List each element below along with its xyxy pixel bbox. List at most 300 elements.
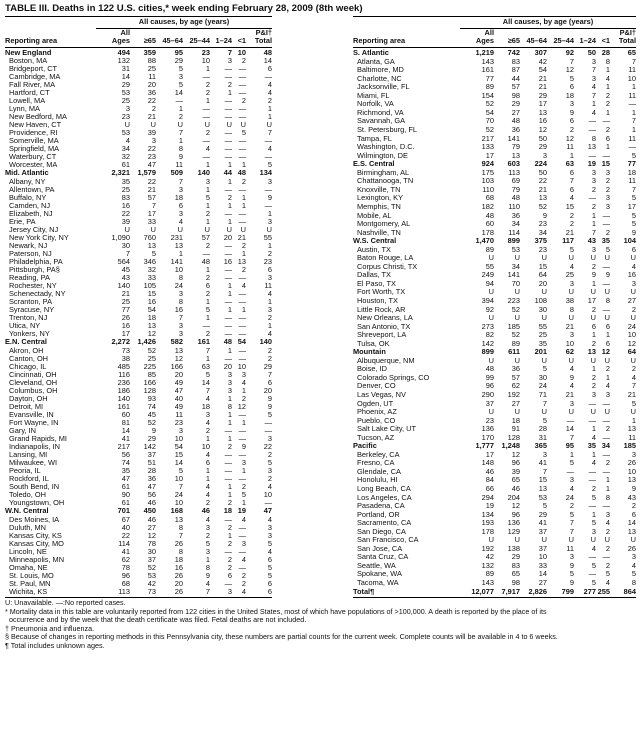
count-cell: 2 <box>569 211 574 220</box>
count-cell: 19 <box>485 501 494 511</box>
count-cell: 1 <box>631 83 636 92</box>
count-cell: 113 <box>118 587 130 596</box>
count-cell: 394 <box>481 296 494 305</box>
area-name: Baton Rouge, LA <box>357 253 414 263</box>
count-cell: — <box>238 563 246 572</box>
count-cell: 9 <box>569 373 574 382</box>
count-cell: 8 <box>631 578 636 588</box>
footnote-pi: † Pneumonia and influenza. <box>5 623 95 633</box>
count-cell: 47 <box>147 483 156 492</box>
count-cell: 3 <box>205 177 210 186</box>
footnote-legend: U: Unavailable. —:No reported cases. <box>5 597 126 607</box>
count-cell: 110 <box>482 185 494 194</box>
count-cell: 10 <box>174 435 183 444</box>
area-name: Tulsa, OK <box>357 339 390 348</box>
count-cell: 5 <box>631 211 636 220</box>
count-cell: 450 <box>143 507 156 516</box>
area-name: Fort Wayne, IN <box>9 418 59 427</box>
count-cell: 1 <box>227 346 232 355</box>
area-name: St. Paul, MN <box>9 579 51 588</box>
count-cell: 4 <box>205 483 210 492</box>
group-header: All causes, by age (years) <box>460 17 636 29</box>
city-row <box>5 411 272 419</box>
count-cell: U <box>150 121 156 130</box>
count-cell: 11 <box>628 91 636 100</box>
count-cell: 1 <box>205 97 210 106</box>
count-cell: 4 <box>205 418 210 427</box>
age-header: <1 <box>596 37 610 47</box>
area-name: Cambridge, MA <box>9 72 61 81</box>
count-cell: U <box>568 407 574 417</box>
count-cell: 4 <box>267 547 272 556</box>
city-row <box>353 194 636 203</box>
count-cell: 4 <box>267 80 272 89</box>
count-cell: U <box>226 225 232 234</box>
city-row <box>353 288 636 297</box>
count-cell: 307 <box>534 48 547 58</box>
count-cell: 1 <box>605 65 610 75</box>
count-cell: U <box>514 356 520 365</box>
count-cell: 46 <box>201 507 210 516</box>
count-cell: 7,917 <box>501 587 520 596</box>
count-cell: 5 <box>267 161 272 170</box>
count-cell: 52 <box>538 202 547 211</box>
count-cell: 3 <box>591 168 596 177</box>
count-cell: 4 <box>631 561 636 570</box>
city-row <box>353 297 636 306</box>
city-row <box>5 290 272 298</box>
city-row <box>353 271 636 280</box>
count-cell: 10 <box>237 362 246 371</box>
count-cell: — <box>238 89 246 98</box>
count-cell: 62 <box>565 348 574 357</box>
city-row <box>353 382 636 391</box>
count-cell: 11 <box>264 282 272 291</box>
count-cell: — <box>224 153 232 162</box>
count-cell: 15 <box>565 202 574 211</box>
count-cell: 864 <box>623 587 636 596</box>
count-cell: 2 <box>605 527 610 536</box>
count-cell: 11 <box>566 544 574 553</box>
count-cell: 61 <box>121 483 130 492</box>
area-name: Atlanta, GA <box>357 57 395 66</box>
area-name: Boston, MA <box>9 56 48 65</box>
count-cell: 1 <box>227 282 232 291</box>
count-cell: 3 <box>205 547 210 556</box>
count-cell: — <box>238 64 246 73</box>
count-cell: 26 <box>174 587 183 596</box>
area-name: Reading, PA <box>9 274 50 283</box>
city-row <box>353 553 636 562</box>
count-cell: 88 <box>147 56 156 65</box>
count-cell: — <box>238 274 246 283</box>
count-cell: 2 <box>605 100 610 109</box>
count-cell: 2 <box>205 531 210 540</box>
count-cell: 22 <box>263 443 272 452</box>
count-cell: 114 <box>118 539 130 548</box>
count-cell: 51 <box>147 459 156 468</box>
count-cell: 78 <box>121 563 130 572</box>
count-cell: 64 <box>627 348 636 357</box>
count-cell: 1 <box>631 416 636 425</box>
area-name: Denver, CO <box>357 382 396 391</box>
count-cell: 1 <box>227 394 232 403</box>
count-cell: 2 <box>205 330 210 339</box>
count-cell: 3 <box>267 217 272 226</box>
count-cell: 7 <box>631 382 636 391</box>
count-cell: 4 <box>205 394 210 403</box>
count-cell: — <box>238 209 246 218</box>
count-cell: 2 <box>569 219 574 229</box>
count-cell: 1 <box>205 475 210 484</box>
count-cell: 74 <box>121 459 130 468</box>
count-cell: 23 <box>538 245 547 254</box>
count-cell: — <box>224 274 232 283</box>
count-cell: 28 <box>147 467 156 476</box>
city-row <box>353 100 636 109</box>
count-cell: 9 <box>241 443 246 452</box>
count-cell: U <box>514 253 520 263</box>
region-row <box>5 507 272 515</box>
area-name: E.N. Central <box>5 338 47 347</box>
count-cell: — <box>238 217 246 226</box>
area-name: Norfolk, VA <box>357 100 394 109</box>
count-cell: 294 <box>481 493 494 502</box>
count-cell: 7 <box>569 433 574 442</box>
area-name: Honolulu, HI <box>357 476 398 485</box>
count-cell: 7 <box>569 177 574 186</box>
city-row <box>5 387 272 395</box>
count-cell: 7 <box>631 57 636 66</box>
area-name: Nashville, TN <box>357 228 401 237</box>
count-cell: 168 <box>170 507 183 516</box>
count-cell: 2 <box>267 249 272 258</box>
count-cell: 175 <box>481 168 494 177</box>
city-row <box>353 459 636 468</box>
count-cell: 5 <box>569 245 574 254</box>
count-cell: 9 <box>569 108 574 117</box>
count-cell: — <box>224 330 232 339</box>
count-cell: 31 <box>538 433 547 442</box>
city-row <box>353 109 636 118</box>
count-cell: 30 <box>538 305 547 314</box>
count-cell: 5 <box>178 64 183 73</box>
count-cell: 1 <box>227 531 232 540</box>
count-cell: 2 <box>605 185 610 194</box>
city-row <box>353 468 636 477</box>
count-cell: 31 <box>121 64 130 73</box>
count-cell: 71 <box>538 390 547 399</box>
count-cell: — <box>238 145 246 154</box>
count-cell: U <box>541 407 547 417</box>
count-cell: U <box>604 407 610 417</box>
count-cell: 799 <box>561 587 574 596</box>
count-cell: 1 <box>241 418 246 427</box>
count-cell: 2 <box>591 262 596 271</box>
area-name: Waterbury, CT <box>9 153 57 162</box>
city-row <box>353 57 636 66</box>
count-cell: 4 <box>267 145 272 154</box>
city-row <box>5 532 272 540</box>
count-cell: U <box>177 121 183 130</box>
count-cell: 73 <box>121 346 130 355</box>
count-cell: 15 <box>147 290 156 299</box>
count-cell: 52 <box>485 100 494 109</box>
count-cell: 9 <box>631 484 636 493</box>
table-columns <box>5 16 636 598</box>
count-cell: 1 <box>591 450 596 459</box>
area-name: Miami, FL <box>357 91 390 100</box>
count-cell: — <box>238 314 246 323</box>
area-name: Providence, RI <box>9 129 58 138</box>
count-cell: 3 <box>227 386 232 395</box>
count-cell: 16 <box>174 306 183 315</box>
count-cell: 18 <box>174 555 183 564</box>
count-cell: 36 <box>511 211 520 220</box>
area-name: Santa Cruz, CA <box>357 553 409 562</box>
city-row <box>353 357 636 366</box>
count-cell: 1 <box>227 201 232 210</box>
area-name: Newark, NJ <box>9 241 48 250</box>
count-cell: 142 <box>143 443 156 452</box>
count-cell: 15 <box>601 159 610 169</box>
area-name: San Francisco, CA <box>357 536 419 545</box>
count-cell: 113 <box>508 168 520 177</box>
count-cell: 16 <box>121 322 130 331</box>
count-cell: 48 <box>237 169 246 178</box>
city-row <box>353 451 636 460</box>
count-cell: 22 <box>147 145 156 154</box>
count-cell: 1 <box>205 64 210 73</box>
count-cell: 45 <box>121 266 130 275</box>
count-cell: 5 <box>591 561 596 570</box>
reporting-area-header: Reporting area <box>353 37 460 47</box>
count-cell: 10 <box>627 330 636 340</box>
count-cell: 1 <box>591 279 596 288</box>
count-cell: 5 <box>542 365 547 374</box>
city-row <box>353 570 636 579</box>
count-cell: 21 <box>565 322 574 331</box>
count-cell: 1 <box>605 484 610 493</box>
count-cell: 255 <box>597 587 610 596</box>
count-cell: 7 <box>569 527 574 536</box>
count-cell: 52 <box>147 563 156 572</box>
city-row <box>353 322 636 331</box>
pi-header: P&I† <box>255 28 272 37</box>
count-cell: 25 <box>538 330 547 340</box>
area-name: Dayton, OH <box>9 394 48 403</box>
area-name: Minneapolis, MN <box>9 555 65 564</box>
count-cell: 7 <box>178 129 183 138</box>
count-cell: — <box>602 433 610 442</box>
count-cell: 8 <box>227 402 232 411</box>
count-cell: U <box>630 356 636 365</box>
count-cell: 4 <box>267 290 272 299</box>
region-row <box>5 169 272 177</box>
count-cell: 564 <box>117 258 130 266</box>
count-cell: 29 <box>538 510 547 519</box>
count-cell: 1 <box>267 209 272 218</box>
count-cell: — <box>224 105 232 114</box>
area-name: Tacoma, WA <box>357 578 399 588</box>
count-cell: 1 <box>591 365 596 374</box>
count-cell: 192 <box>481 544 494 553</box>
count-cell: 1 <box>569 151 574 160</box>
city-row <box>5 306 272 314</box>
area-name: Omaha, NE <box>9 563 48 572</box>
count-cell: — <box>602 117 610 126</box>
count-cell: 185 <box>507 322 520 331</box>
count-cell: 27 <box>538 578 547 588</box>
count-cell: 30 <box>121 241 130 250</box>
count-cell: 5 <box>569 570 574 579</box>
count-cell: 6 <box>178 201 183 210</box>
count-cell: — <box>602 219 610 229</box>
count-cell: — <box>224 185 232 194</box>
count-cell: U <box>514 407 520 417</box>
count-cell: 1 <box>205 298 210 307</box>
count-cell: 2 <box>267 354 272 363</box>
count-cell: 14 <box>538 570 547 579</box>
area-name: Wichita, KS <box>9 587 48 596</box>
city-row <box>5 483 272 491</box>
count-cell: 1 <box>241 161 246 170</box>
reporting-area-header: Reporting area <box>5 37 96 47</box>
count-cell: 2 <box>205 426 210 435</box>
count-cell: 19 <box>237 507 246 516</box>
count-cell: — <box>224 475 232 484</box>
count-cell: 136 <box>481 424 494 434</box>
count-cell: 7 <box>569 518 574 528</box>
count-cell: 57 <box>511 373 520 382</box>
count-cell: 2 <box>241 97 246 106</box>
count-cell: 3 <box>178 209 183 218</box>
city-row <box>353 75 636 84</box>
footnote-mortality: * Mortality data in this table are voluntarily reported from 122 cities in the United States, most of which have populations of >100,000. A death is reported by the place of its <box>5 606 547 616</box>
area-name: Charlotte, NC <box>357 74 402 83</box>
count-cell: U <box>590 253 596 263</box>
area-name: Duluth, MN <box>9 523 46 532</box>
count-cell: 23 <box>538 219 547 229</box>
city-row <box>353 416 636 425</box>
count-cell: 3 <box>267 306 272 315</box>
count-cell: 3 <box>631 279 636 288</box>
count-cell: 23 <box>485 416 494 425</box>
area-name: Canton, OH <box>9 354 49 363</box>
count-cell: 1 <box>205 185 210 194</box>
count-cell: 95 <box>174 47 183 57</box>
count-cell: 1 <box>631 108 636 117</box>
count-cell: 3 <box>125 105 130 114</box>
count-cell: 53 <box>538 493 547 502</box>
count-cell: 217 <box>481 134 494 143</box>
count-cell: U <box>514 313 520 323</box>
count-cell: 105 <box>143 282 156 291</box>
city-row <box>5 516 272 524</box>
count-cell: 13 <box>538 108 547 117</box>
count-cell: 4 <box>125 137 130 146</box>
count-cell: 3 <box>591 57 596 66</box>
area-name: Lincoln, NE <box>9 547 47 556</box>
count-cell: 2 <box>605 459 610 468</box>
area-name: South Bend, IN <box>9 483 60 492</box>
count-cell: U <box>488 313 494 323</box>
count-cell: 94 <box>485 279 494 288</box>
area-name: Little Rock, AR <box>357 305 406 314</box>
count-cell: 7 <box>631 185 636 194</box>
count-cell: 7 <box>178 314 183 323</box>
area-name: Austin, TX <box>357 245 391 254</box>
count-cell: 8 <box>178 523 183 532</box>
count-cell: 2 <box>605 125 610 135</box>
count-cell: 3 <box>631 553 636 562</box>
count-cell: 18 <box>565 91 574 100</box>
city-row <box>5 282 272 290</box>
city-row <box>5 137 272 145</box>
count-cell: 1 <box>205 555 210 564</box>
area-name: Total¶ <box>353 587 375 596</box>
count-cell: 1,579 <box>137 169 156 178</box>
count-cell: 3 <box>591 177 596 186</box>
area-name: Hartford, CT <box>9 89 50 98</box>
count-cell: 6 <box>267 579 272 588</box>
area-name: Rockford, IL <box>9 475 49 484</box>
count-cell: 4 <box>569 365 574 374</box>
count-cell: 14 <box>263 56 272 65</box>
count-cell: 3 <box>542 450 547 459</box>
count-cell: 23 <box>174 418 183 427</box>
count-cell: 16 <box>147 298 156 307</box>
city-row <box>5 419 272 427</box>
count-cell: 45 <box>147 410 156 419</box>
area-name: Baltimore, MD <box>357 65 404 75</box>
count-cell: 4 <box>205 515 210 524</box>
city-row <box>353 425 636 434</box>
city-row <box>5 57 272 65</box>
count-cell: 43 <box>627 493 636 502</box>
city-row <box>5 330 272 338</box>
count-cell: 28 <box>601 48 610 58</box>
count-cell: 6 <box>267 64 272 73</box>
count-cell: 47 <box>263 507 272 516</box>
count-cell: 1 <box>178 105 183 114</box>
count-cell: 128 <box>143 386 156 395</box>
count-cell: 154 <box>481 91 494 100</box>
count-cell: — <box>588 117 596 126</box>
count-cell: 14 <box>174 459 183 468</box>
count-cell: 50 <box>587 48 596 58</box>
area-name: Detroit, MI <box>9 402 44 411</box>
count-cell: — <box>602 262 610 271</box>
area-name: Buffalo, NY <box>9 193 47 202</box>
count-cell: 2 <box>267 475 272 484</box>
count-cell: 2 <box>267 451 272 460</box>
count-cell: 2 <box>591 484 596 493</box>
count-cell: 74 <box>147 402 156 411</box>
count-cell: 29 <box>538 142 547 152</box>
count-cell: 5 <box>205 539 210 548</box>
count-cell: 161 <box>481 65 494 75</box>
city-row <box>5 564 272 572</box>
count-cell: — <box>602 151 610 160</box>
count-cell: 8 <box>605 296 610 305</box>
count-cell: 7 <box>591 228 596 237</box>
count-cell: 12 <box>237 402 246 411</box>
count-cell: 13 <box>627 476 636 485</box>
count-cell: 83 <box>121 193 130 202</box>
count-cell: 50 <box>538 134 547 143</box>
city-row <box>353 485 636 494</box>
